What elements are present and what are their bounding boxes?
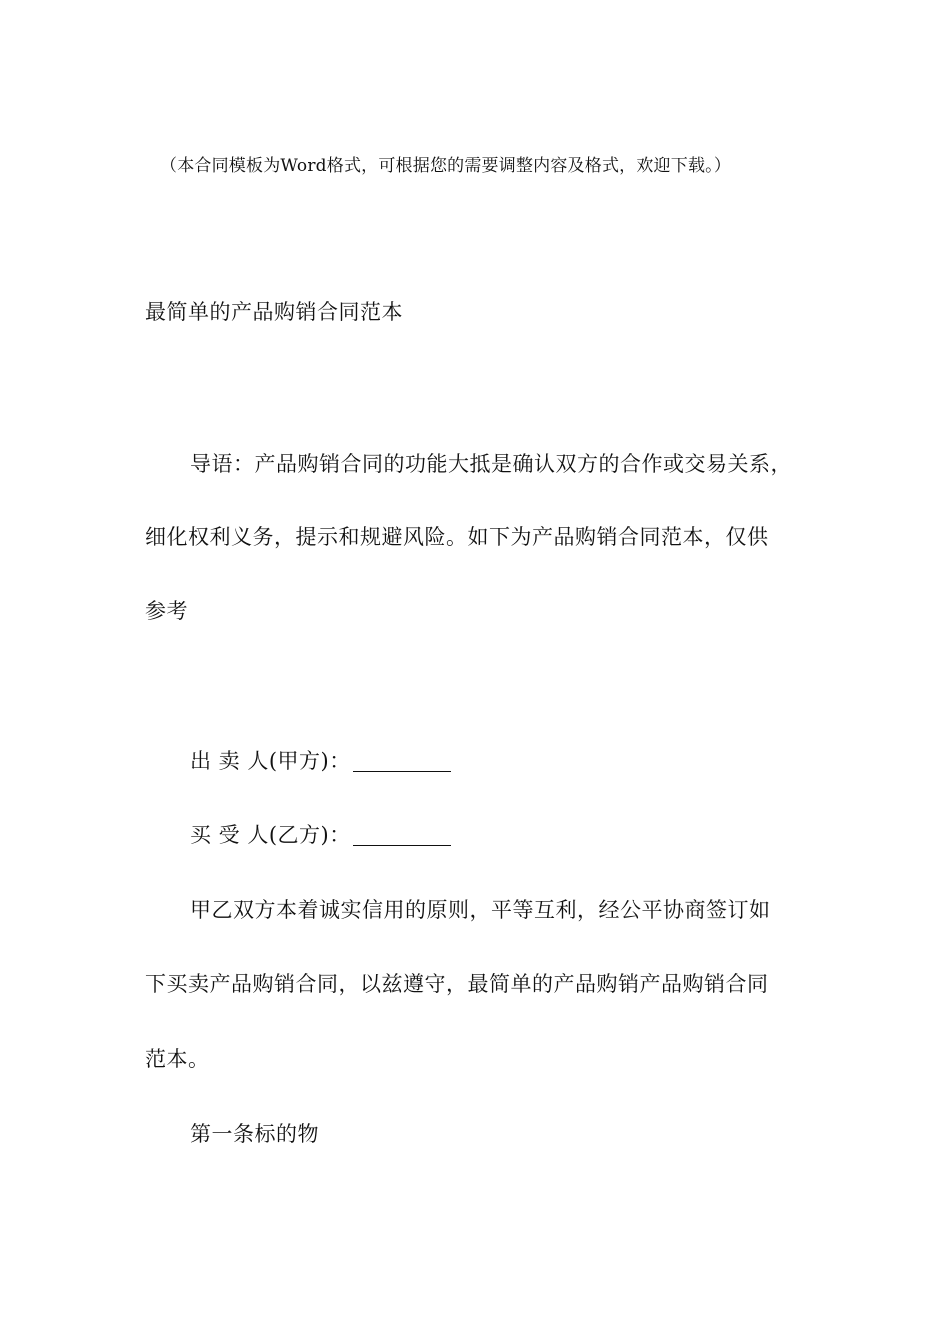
intro-line-2: 细化权利义务，提示和规避风险。如下为产品购销合同范本，仅供	[145, 525, 769, 549]
buyer-line	[190, 821, 451, 849]
buyer-label: 买 受 人(乙方)：	[190, 823, 351, 847]
body-line-2: 下买卖产品购销合同，以兹遵守，最简单的产品购销产品购销合同	[145, 972, 769, 996]
document-title: 最简单的产品购销合同范本	[145, 300, 403, 324]
article-1-heading: 第一条标的物	[190, 1122, 319, 1146]
intro-line-3: 参考	[145, 599, 188, 623]
template-note: （本合同模板为Word格式，可根据您的需要调整内容及格式，欢迎下载。）	[160, 156, 732, 176]
body-line-1: 甲乙双方本着诚实信用的原则，平等互利，经公平协商签订如	[190, 898, 771, 922]
buyer-blank-field	[353, 825, 451, 846]
seller-line	[190, 747, 451, 775]
seller-label: 出 卖 人(甲方)：	[190, 749, 351, 773]
seller-blank-field	[353, 751, 451, 772]
body-line-3: 范本。	[145, 1047, 210, 1071]
intro-line-1: 导语：产品购销合同的功能大抵是确认双方的合作或交易关系，	[190, 452, 792, 476]
